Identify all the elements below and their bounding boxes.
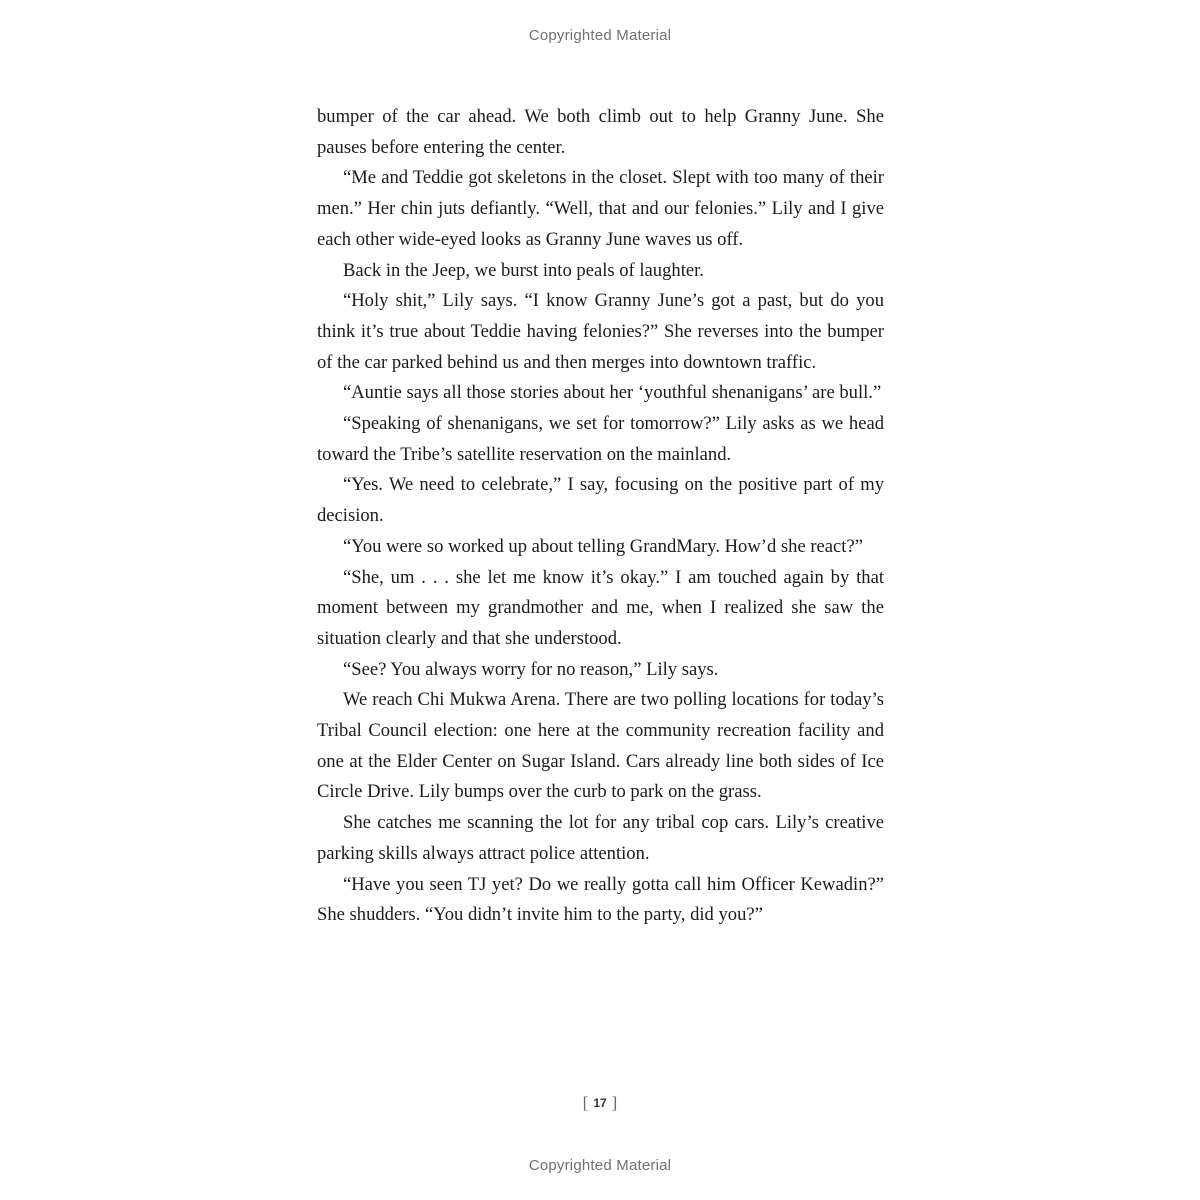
paragraph: “You were so worked up about telling GrandMary. How’d she react?”	[343, 535, 863, 557]
copyright-watermark-top: Copyrighted Material	[528, 27, 672, 44]
page-number-bracket-close: ]	[611, 1093, 618, 1112]
paragraph: “Auntie says all those stories about her ‘youthful shenanigans’ are bull.”	[343, 382, 882, 404]
paragraph: “Yes. We need to celebrate,” I say, focusing on the positive part of my decision.	[317, 474, 884, 527]
paragraph: “Me and Teddie got skeletons in the closet. Slept with too many of their men.” Her chin juts defiantly. “Well, that and our felonies.” Lily and I give each other wide-eyed looks as Granny June waves us off.	[317, 167, 884, 250]
page-number-bracket-open: [	[582, 1093, 589, 1112]
paragraph: “Speaking of shenanigans, we set for tomorrow?” Lily asks as we head toward the Tribe’s satellite reservation on the mainland.	[317, 413, 884, 465]
page-number-value: 17	[593, 1096, 607, 1110]
page-number	[0, 1093, 1200, 1113]
paragraph: “She, um . . . she let me know it’s okay.” I am touched again by that moment between my grandmother and me, when I realized she saw the situation clearly and that she understood.	[317, 566, 884, 649]
page-body-text	[317, 102, 884, 931]
paragraph: She catches me scanning the lot for any tribal cop cars. Lily’s creative parking skills always attract police attention.	[317, 812, 884, 864]
paragraph: We reach Chi Mukwa Arena. There are two polling locations for today’s Tribal Council election: one here at the community recreation facility and one at the Elder Center on Sugar Island. Cars already line both sides of Ice Circle Drive. Lily bumps over the curb to park on the grass.	[317, 689, 884, 803]
paragraph: “Have you seen TJ yet? Do we really gotta call him Officer Kewadin?” She shudders. “You didn’t invite him to the party, did you?”	[317, 873, 884, 926]
paragraph: Back in the Jeep, we burst into peals of laughter.	[343, 259, 704, 281]
paragraph: “Holy shit,” Lily says. “I know Granny June’s got a past, but do you think it’s true about Teddie having felonies?” She reverses into the bumper of the car parked behind us and then merges into downtown traffic.	[317, 290, 884, 373]
paragraph: “See? You always worry for no reason,” Lily says.	[343, 658, 719, 680]
paragraph: bumper of the car ahead. We both climb out to help Granny June. She pauses before entering the center.	[317, 106, 884, 158]
copyright-watermark-bottom: Copyrighted Material	[528, 1157, 672, 1174]
